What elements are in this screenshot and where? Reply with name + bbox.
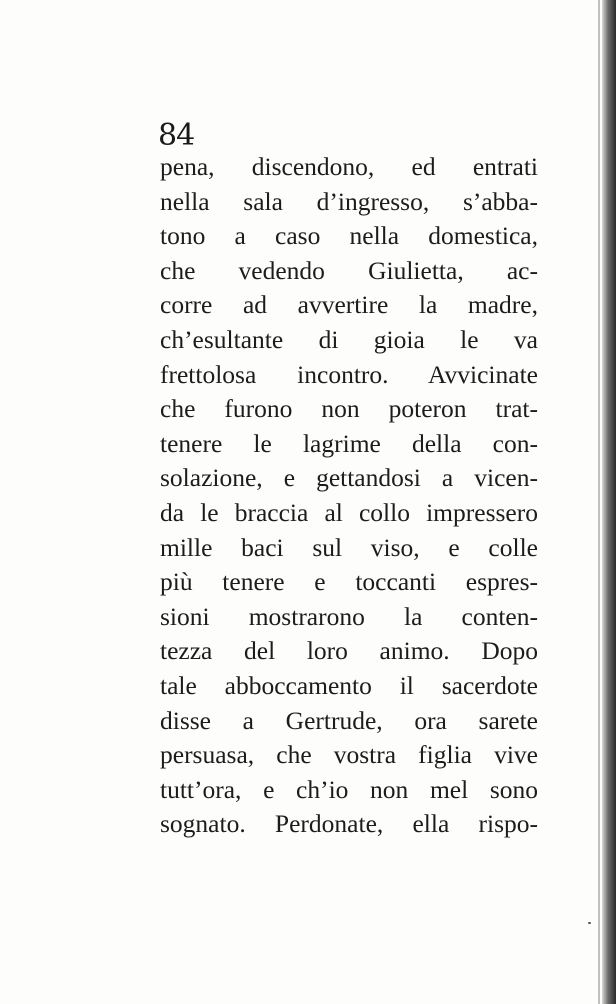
text-line-3: tono a caso nella domestica, <box>160 221 538 251</box>
text-line-17: disse a Gertrude, ora sarete <box>160 705 538 735</box>
text-line-7: frettolosa incontro. Avvicinate <box>160 359 538 389</box>
body-text <box>160 150 538 842</box>
text-line-1: pena, discendono, ed entrati <box>160 152 538 181</box>
text-line-5: corre ad avvertire la madre, <box>160 290 538 320</box>
text-line-11: da le braccia al collo impressero <box>160 497 538 527</box>
page-edge-shadow <box>602 0 616 1004</box>
text-line-12: mille baci sul viso, e colle <box>160 532 538 562</box>
page-gutter-line <box>598 0 600 1004</box>
text-line-19: tutt’ora, e ch’io non mel sono <box>160 774 538 804</box>
text-line-4: che vedendo Giulietta, ac- <box>160 255 538 285</box>
text-line-16: tale abboccamento il sacerdote <box>160 670 538 700</box>
text-line-13: più tenere e toccanti espres- <box>160 567 538 597</box>
text-line-15: tezza del loro animo. Dopo <box>160 636 538 666</box>
text-line-14: sioni mostrarono la conten- <box>160 601 538 631</box>
text-line-2: nella sala d’ingresso, s’abba- <box>160 186 538 216</box>
text-line-9: tenere le lagrime della con- <box>160 428 538 458</box>
text-line-6: ch’esultante di gioia le va <box>160 324 538 354</box>
text-line-18: persuasa, che vostra figlia vive <box>160 740 538 770</box>
page-number: 84 <box>158 118 195 153</box>
text-line-10: solazione, e gettandosi a vicen- <box>160 463 538 493</box>
text-line-20: sognato. Perdonate, ella rispo- <box>160 809 538 839</box>
text-line-8: che furono non poteron trat- <box>160 394 538 424</box>
paper-speck <box>588 922 591 924</box>
